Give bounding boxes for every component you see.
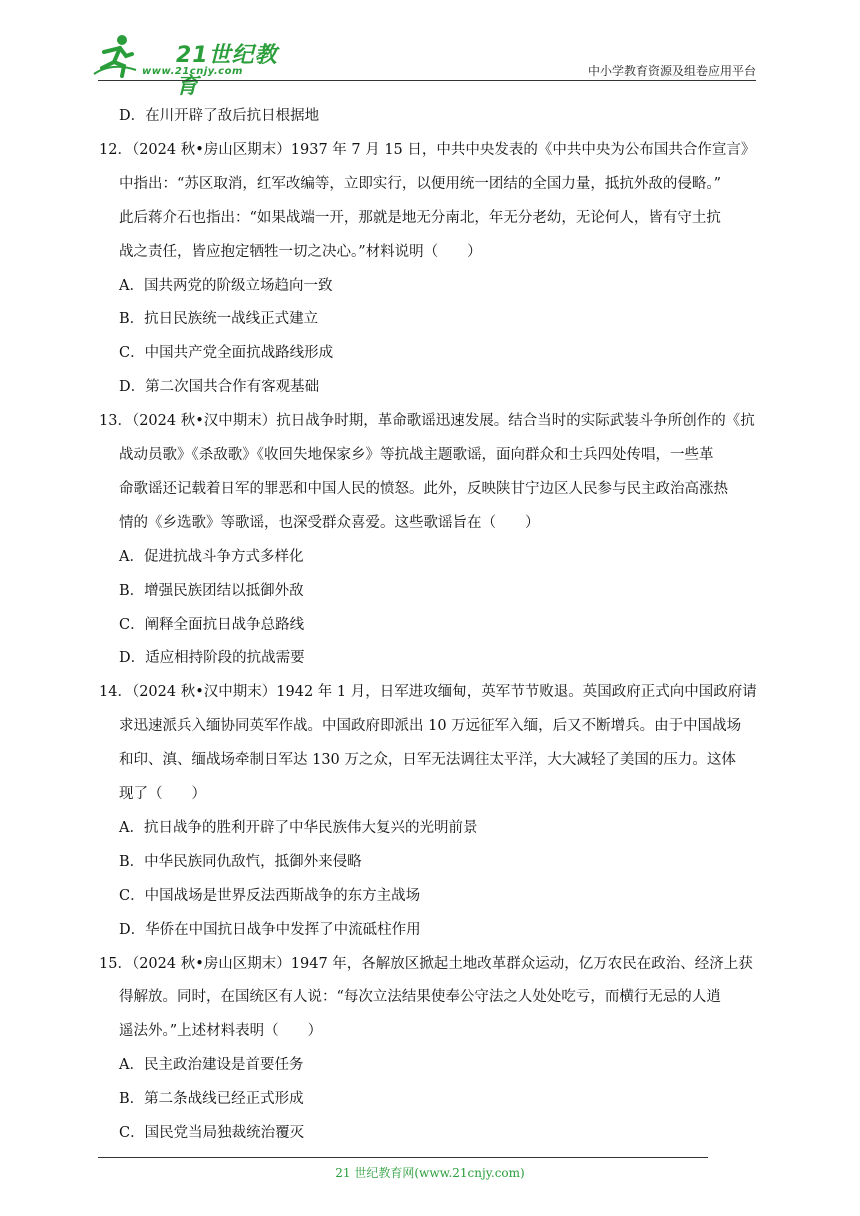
question-stem-line: 命歌谣还记载着日军的罪恶和中国人民的愤怒。此外，反映陕甘宁边区人民参与民主政治高涨热 <box>119 480 728 497</box>
question-stem-line: 战之责任，皆应抱定牺牲一切之决心。”材料说明（ ） <box>119 243 482 260</box>
footer-divider <box>98 1157 708 1158</box>
answer-option[interactable]: C．国民党当局独裁统治覆灭 <box>119 1125 305 1141</box>
answer-option[interactable]: D．第二次国共合作有客观基础 <box>119 379 320 396</box>
question-stem-line: 情的《乡选歌》等歌谣，也深受群众喜爱。这些歌谣旨在（ ） <box>119 514 540 531</box>
answer-option[interactable]: A．抗日战争的胜利开辟了中华民族伟大复兴的光明前景 <box>119 819 478 836</box>
question-stem-start: 12．（2024 秋•房山区期末）1937 年 7 月 15 日，中共中央发表的《中共中央为公布国共合作宣言》 <box>99 141 756 158</box>
answer-option[interactable]: B．中华民族同仇敌忾，抵御外来侵略 <box>119 853 362 870</box>
question-stem-line: 中指出：“苏区取消，红军改编等，立即实行，以便用统一团结的全国力量，抵抗外敌的侵略。” <box>119 175 722 192</box>
question-stem-start: 13．（2024 秋•汉中期末）抗日战争时期，革命歌谣迅速发展。结合当时的实际武装斗争所创作的《抗 <box>99 413 755 430</box>
question-stem-start: 15．（2024 秋•房山区期末）1947 年，各解放区掀起土地改革群众运动，亿万农民在政治、经济上获 <box>99 955 753 972</box>
logo-url: www.21cnjy.com <box>142 66 243 77</box>
question-stem-line: 现了（ ） <box>119 786 206 802</box>
answer-option[interactable]: B．第二条战线已经正式形成 <box>119 1091 304 1108</box>
runner-icon <box>92 32 138 78</box>
answer-option[interactable]: C．阐释全面抗日战争总路线 <box>119 616 305 633</box>
answer-option[interactable]: C．中国战场是世界反法西斯战争的东方主战场 <box>119 887 421 904</box>
answer-option[interactable]: B．抗日民族统一战线正式建立 <box>119 311 319 328</box>
answer-option[interactable]: D．适应相持阶段的抗战需要 <box>119 650 305 667</box>
answer-option[interactable]: D．华侨在中国抗日战争中发挥了中流砥柱作用 <box>119 921 421 938</box>
answer-option[interactable]: A．国共两党的阶级立场趋向一致 <box>119 277 333 294</box>
answer-option[interactable]: D．在川开辟了敌后抗日根据地 <box>119 108 320 124</box>
question-stem-line: 求迅速派兵入缅协同英军作战。中国政府即派出 10 万远征军入缅，后又不断增兵。由于中国战场 <box>119 718 742 735</box>
answer-option[interactable]: A．促进抗战斗争方式多样化 <box>119 548 304 565</box>
header-divider <box>98 80 756 81</box>
question-stem-line: 此后蒋介石也指出：“如果战端一开，那就是地无分南北，年无分老幼，无论何人，皆有守土抗 <box>119 209 721 226</box>
question-stem-line: 和印、滇、缅战场牵制日军达 130 万之众，日军无法调往太平洋，大大减轻了美国的压力。这体 <box>119 752 736 769</box>
question-stem-line: 战动员歌》《杀敌歌》《收回失地保家乡》等抗战主题歌谣，面向群众和士兵四处传唱，一些革 <box>119 447 714 463</box>
answer-option[interactable]: C．中国共产党全面抗战路线形成 <box>119 345 334 362</box>
answer-option[interactable]: B．增强民族团结以抵御外敌 <box>119 582 304 599</box>
site-logo[interactable] <box>92 32 292 99</box>
question-stem-line: 遥法外。”上述材料表明（ ） <box>119 1023 323 1040</box>
question-stem-start: 14．（2024 秋•汉中期末）1942 年 1 月，日军进攻缅甸，英军节节败退。英国政府正式向中国政府请 <box>99 684 757 701</box>
logo-title: 21世纪教育 <box>176 43 278 99</box>
platform-name: 中小学教育资源及组卷应用平台 <box>587 64 756 78</box>
page-header <box>0 0 860 99</box>
question-stem-line: 得解放。同时，在国统区有人说：“每次立法结果使奉公守法之人处处吃亏，而横行无忌的人逍 <box>119 989 721 1006</box>
footer-source[interactable]: 21 世纪教育网(www.21cnjy.com) <box>335 1166 525 1180</box>
answer-option[interactable]: A．民主政治建设是首要任务 <box>119 1057 304 1074</box>
